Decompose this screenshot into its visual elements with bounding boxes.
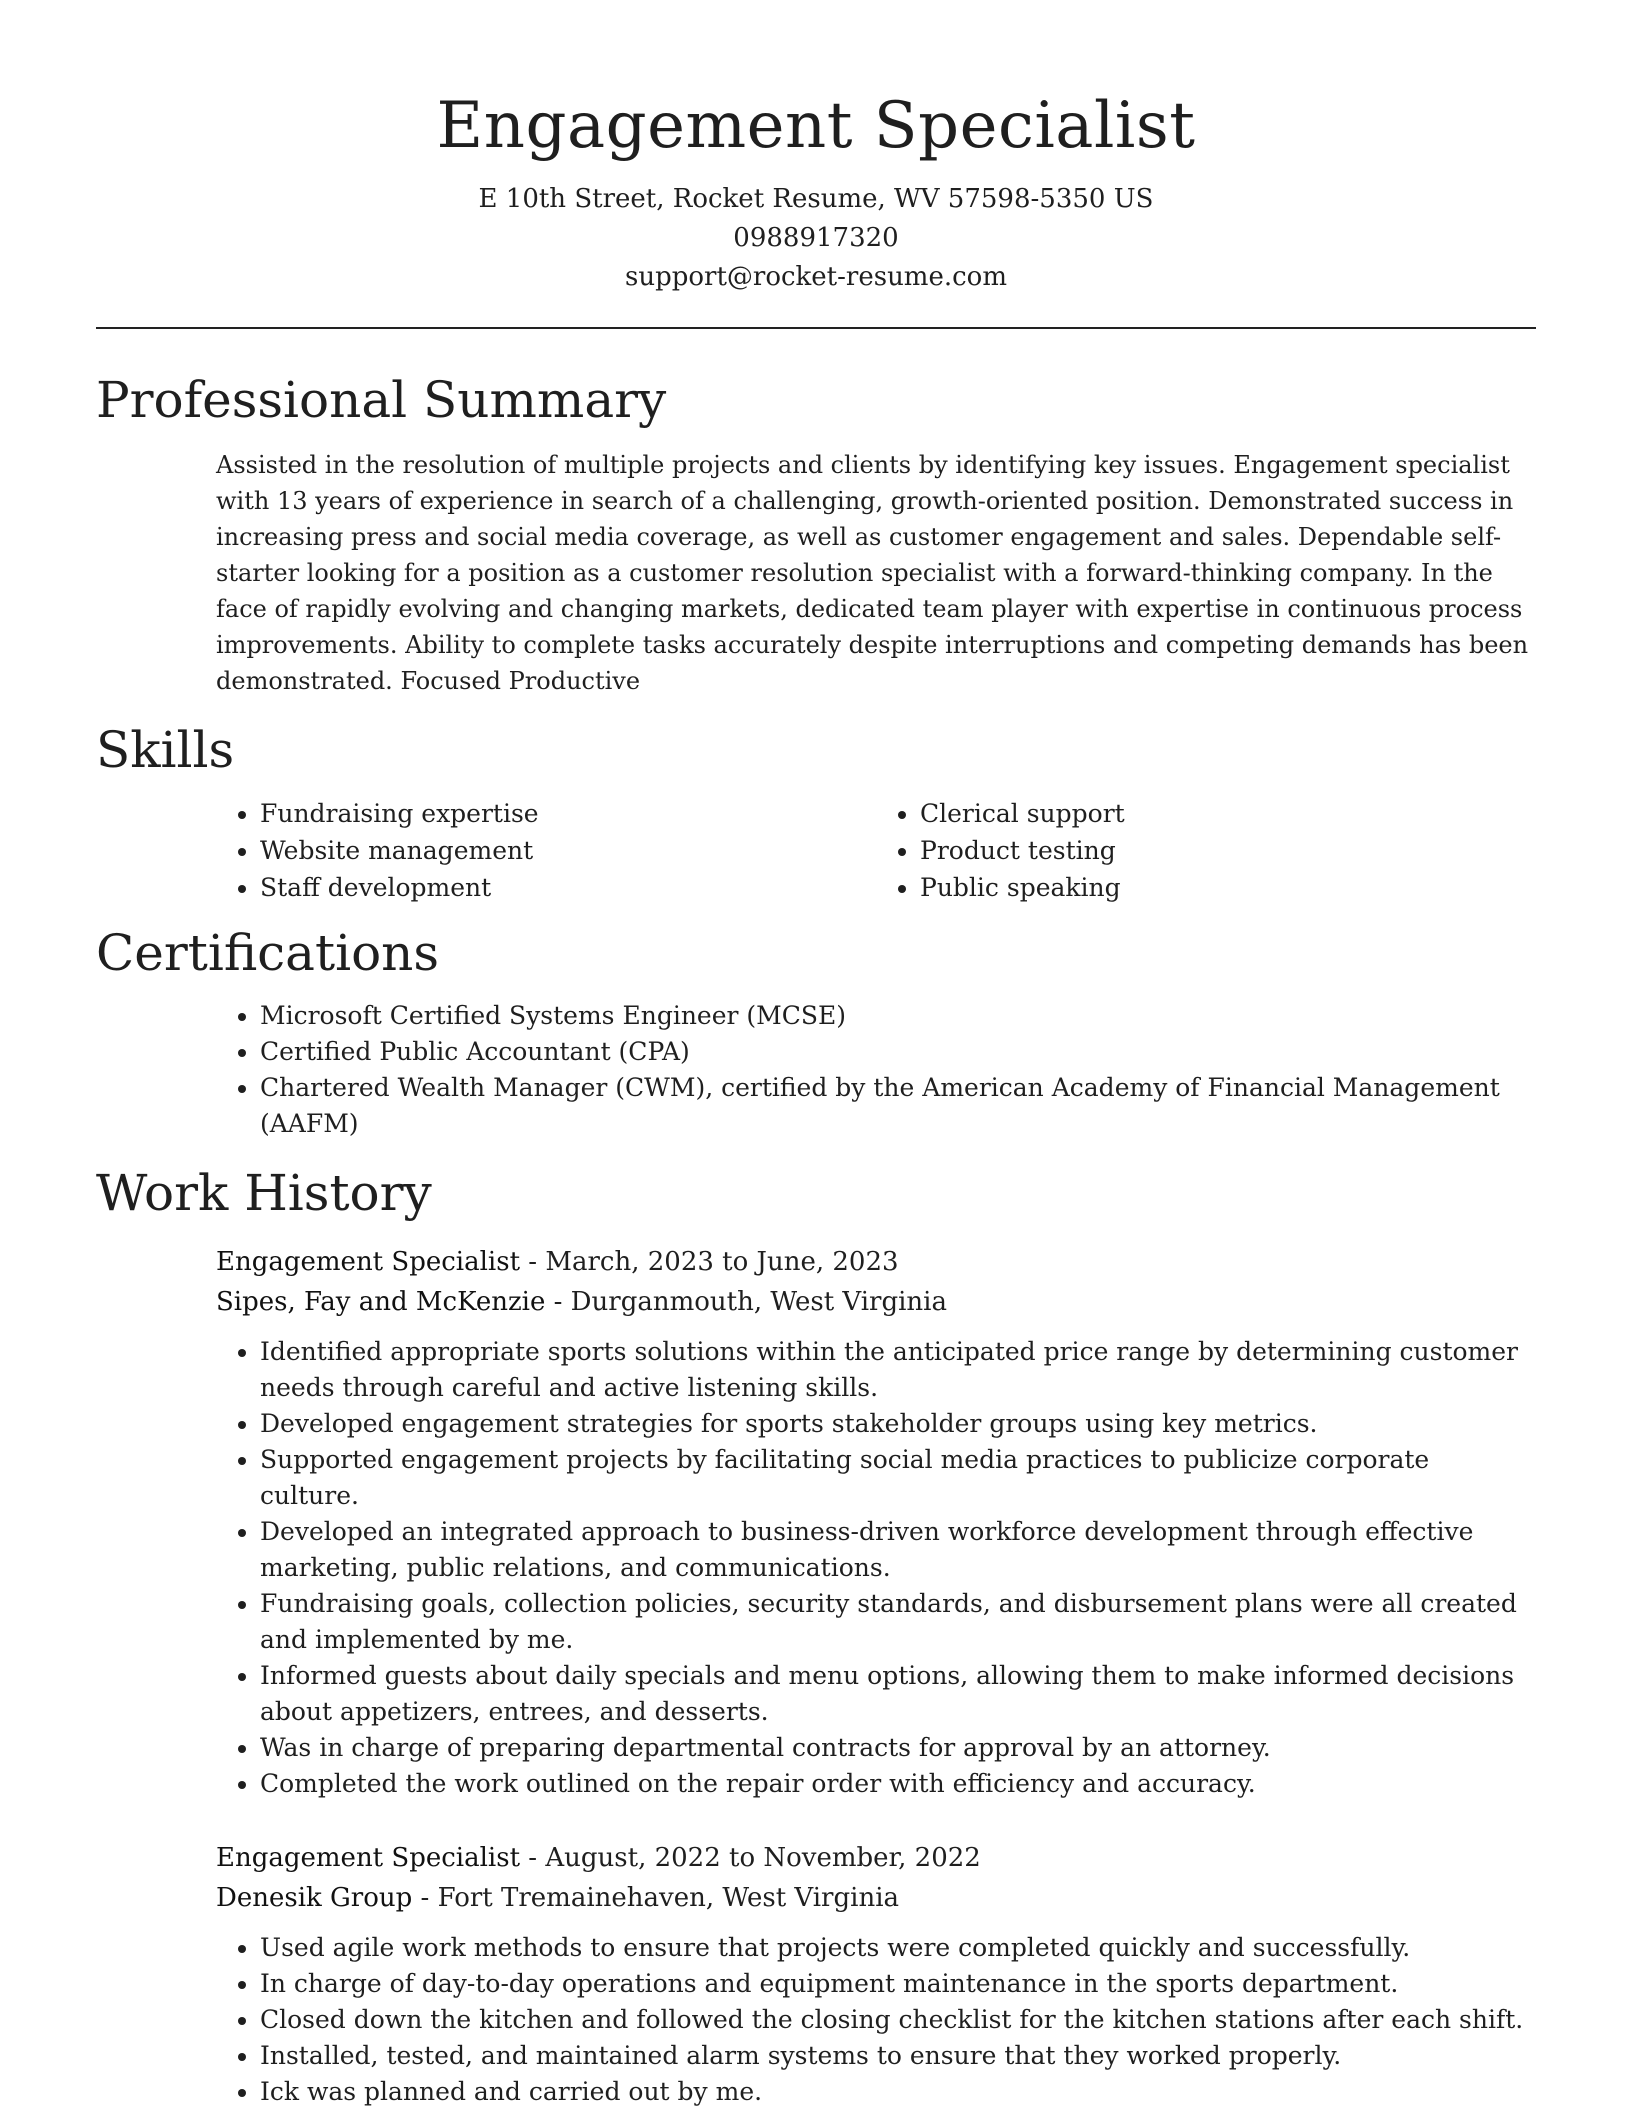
certification-item: • Certified Public Accountant (CPA) <box>260 1034 1536 1070</box>
phone-text: 0988917320 <box>733 223 899 253</box>
address-text: E 10th Street, Rocket Resume, WV 57598-5350 US <box>478 184 1154 214</box>
skill-item: • Clerical support <box>920 795 1536 832</box>
skills-right-column <box>876 795 1536 906</box>
job-bullet: • Completed the work outlined on the repair order with efficiency and accuracy. <box>260 1766 1536 1802</box>
job-bullet: • Informed guests about daily specials and menu options, allowing them to make informed decisions about appetizers, entrees, and desserts. <box>260 1658 1536 1730</box>
job-dates: - August, 2022 to November, 2022 <box>520 1843 981 1873</box>
job-bullet: • In charge of day-to-day operations and equipment maintenance in the sports department. <box>260 1966 1536 2002</box>
candidate-name: Engagement Specialist <box>436 89 1196 163</box>
certifications-heading: Certifications <box>96 924 440 982</box>
skills-heading: Skills <box>96 721 235 779</box>
skill-item: • Fundraising expertise <box>260 795 876 832</box>
job-company-line <box>216 1878 1536 1918</box>
certification-item: • Microsoft Certified Systems Engineer (MCSE) <box>260 998 1536 1034</box>
skills-columns <box>216 795 1536 906</box>
job-bullet-list <box>216 1930 1536 2110</box>
certifications-section <box>96 922 1536 1142</box>
certification-item: • Chartered Wealth Manager (CWM), certified by the American Academy of Financial Management (AAFM) <box>260 1070 1536 1142</box>
job-company: Denesik Group <box>216 1883 413 1913</box>
job-bullet: • Used agile work methods to ensure that projects were completed quickly and successfully. <box>260 1930 1536 1966</box>
job-dates: - March, 2023 to June, 2023 <box>520 1247 899 1277</box>
job-title-line <box>216 1242 1536 1282</box>
job-bullet: • Developed engagement strategies for sports stakeholder groups using key metrics. <box>260 1406 1536 1442</box>
skill-item: • Staff development <box>260 869 876 906</box>
job-entry <box>216 1242 1536 1802</box>
summary-section <box>96 369 1536 699</box>
summary-heading: Professional Summary <box>96 371 667 429</box>
email-text: support@rocket-resume.com <box>624 262 1007 292</box>
job-bullet: • Developed an integrated approach to business-driven workforce development through effective marketing, public relations, and communications. <box>260 1514 1536 1586</box>
job-bullet: • Supported engagement projects by facilitating social media practices to publicize corporate culture. <box>260 1442 1536 1514</box>
job-bullet: • Fundraising goals, collection policies, security standards, and disbursement plans were all created and implemented by me. <box>260 1586 1536 1658</box>
job-title: Engagement Specialist <box>216 1247 521 1277</box>
skill-item: • Website management <box>260 832 876 869</box>
work-history-section <box>96 1162 1536 2110</box>
resume-header <box>96 0 1536 297</box>
job-bullet: • Was in charge of preparing departmental contracts for approval by an attorney. <box>260 1730 1536 1766</box>
job-bullet: • Installed, tested, and maintained alarm systems to ensure that they worked properly. <box>260 2038 1536 2074</box>
job-title: Engagement Specialist <box>216 1843 521 1873</box>
job-company: Sipes, Fay and McKenzie <box>216 1287 546 1317</box>
contact-block <box>96 180 1536 297</box>
job-location: - Durganmouth, West Virginia <box>545 1287 947 1317</box>
skill-item: • Product testing <box>920 832 1536 869</box>
header-divider <box>96 327 1536 329</box>
skills-left-column <box>216 795 876 906</box>
work-history-heading: Work History <box>96 1164 432 1222</box>
certifications-list <box>216 998 1536 1142</box>
job-bullet: • Identified appropriate sports solutions within the anticipated price range by determining customer needs through careful and active listening skills. <box>260 1334 1536 1406</box>
job-bullet: • Closed down the kitchen and followed the closing checklist for the kitchen stations after each shift. <box>260 2002 1536 2038</box>
summary-text: Assisted in the resolution of multiple projects and clients by identifying key issues. Engagement specialist with 13 years of experience in search of a challenging, growth-oriented position. Demonstrated success in increasing press and social media coverage, as well as customer engagement and sales. Dependable self-starter looking for a position as a customer resolution specialist with a forward-thinking company. In the face of rapidly evolving and changing markets, dedicated team player with expertise in continuous process improvements. Ability to complete tasks accurately despite interruptions and competing demands has been demonstrated. Focused Productive <box>216 451 1529 695</box>
job-bullet: • Ick was planned and carried out by me. <box>260 2074 1536 2110</box>
job-location: - Fort Tremainehaven, West Virginia <box>412 1883 900 1913</box>
skills-section <box>96 719 1536 906</box>
skill-item: • Public speaking <box>920 869 1536 906</box>
job-title-line <box>216 1838 1536 1878</box>
job-company-line <box>216 1282 1536 1322</box>
job-entry <box>216 1838 1536 2110</box>
job-bullet-list <box>216 1334 1536 1802</box>
